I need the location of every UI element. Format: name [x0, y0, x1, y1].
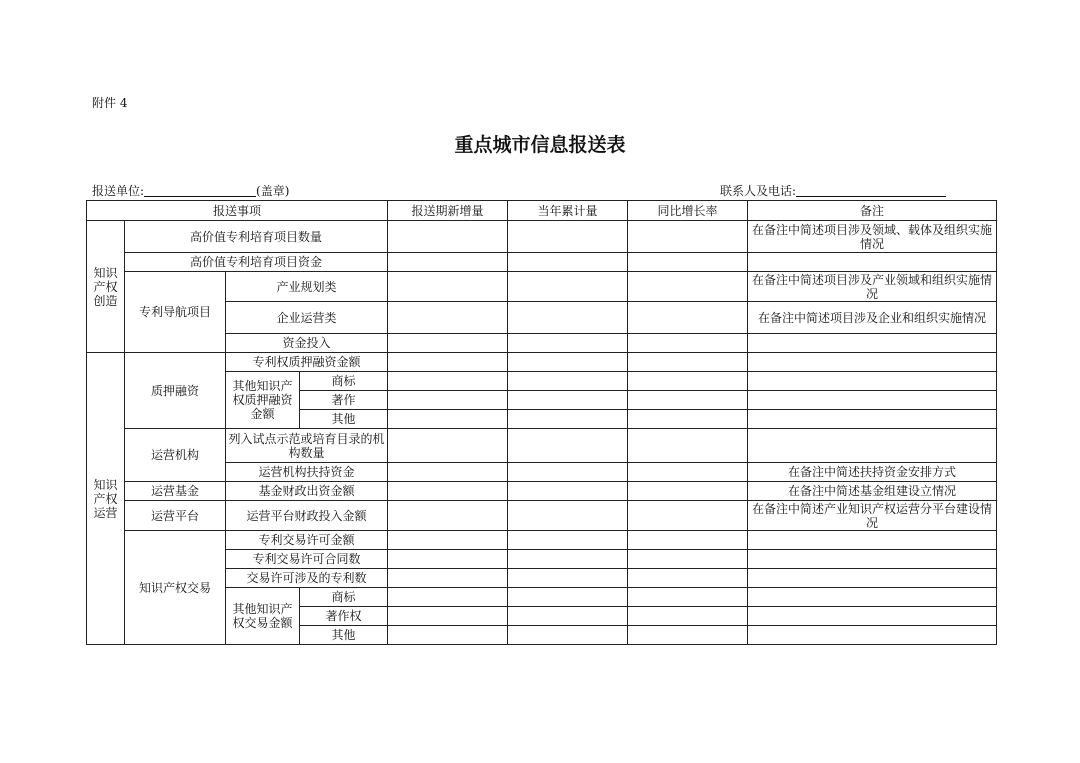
- cell-input[interactable]: [508, 429, 628, 463]
- cell-input[interactable]: [508, 550, 628, 569]
- cell-input[interactable]: [748, 253, 997, 272]
- table-row: [87, 482, 997, 501]
- row-label: 专利交易许可合同数: [226, 550, 388, 569]
- group-label: 运营平台: [125, 501, 226, 531]
- cell-input[interactable]: [628, 372, 748, 391]
- cell-input[interactable]: [508, 253, 628, 272]
- cell-input[interactable]: [748, 410, 997, 429]
- cell-input[interactable]: [748, 391, 997, 410]
- cell-input[interactable]: [628, 626, 748, 645]
- cell-input[interactable]: [388, 550, 508, 569]
- cell-input[interactable]: [628, 221, 748, 253]
- header-remarks: 备注: [748, 201, 997, 221]
- cell-input[interactable]: [388, 607, 508, 626]
- cell-input[interactable]: [628, 391, 748, 410]
- cell-input[interactable]: [388, 253, 508, 272]
- cell-input[interactable]: [628, 253, 748, 272]
- cell-input[interactable]: [628, 302, 748, 334]
- cell-input[interactable]: [388, 429, 508, 463]
- row-label: 运营平台财政投入金额: [226, 501, 388, 531]
- contact-line: [720, 182, 946, 199]
- row-label: 高价值专利培育项目资金: [125, 253, 388, 272]
- cell-input[interactable]: [508, 391, 628, 410]
- cell-input[interactable]: [508, 626, 628, 645]
- cell-input[interactable]: [748, 588, 997, 607]
- table-row: [87, 253, 997, 272]
- cell-input[interactable]: [388, 463, 508, 482]
- row-label: 其他: [300, 410, 388, 429]
- cell-input[interactable]: [628, 501, 748, 531]
- stamp-label: (盖章): [256, 184, 290, 198]
- group-label: 运营机构: [125, 429, 226, 482]
- cell-input[interactable]: [628, 531, 748, 550]
- cell-input[interactable]: [628, 429, 748, 463]
- cell-input[interactable]: [388, 410, 508, 429]
- cell-input[interactable]: [508, 482, 628, 501]
- row-label: 产业规划类: [226, 272, 388, 302]
- row-label: 著作: [300, 391, 388, 410]
- remark-note: 在备注中简述扶持资金安排方式: [748, 463, 997, 482]
- remark-note: 在备注中简述项目涉及企业和组织实施情况: [748, 302, 997, 334]
- group-label: 知识产权交易: [125, 531, 226, 645]
- row-label: 著作权: [300, 607, 388, 626]
- cell-input[interactable]: [508, 588, 628, 607]
- table-row: [87, 353, 997, 372]
- section-creation-label: 知识产权创造: [87, 221, 125, 353]
- header-yoy: 同比增长率: [628, 201, 748, 221]
- row-label: 企业运营类: [226, 302, 388, 334]
- table-row: [87, 221, 997, 253]
- cell-input[interactable]: [628, 607, 748, 626]
- cell-input[interactable]: [388, 391, 508, 410]
- cell-input[interactable]: [508, 501, 628, 531]
- group-label: 专利导航项目: [125, 272, 226, 353]
- cell-input[interactable]: [748, 353, 997, 372]
- report-table: [86, 200, 997, 645]
- cell-input[interactable]: [388, 482, 508, 501]
- cell-input[interactable]: [748, 334, 997, 353]
- cell-input[interactable]: [508, 334, 628, 353]
- row-label: 运营机构扶持资金: [226, 463, 388, 482]
- contact-blank[interactable]: [796, 184, 946, 197]
- attachment-label: 附件 4: [92, 96, 128, 110]
- cell-input[interactable]: [748, 569, 997, 588]
- cell-input[interactable]: [388, 353, 508, 372]
- table-row: [87, 272, 997, 302]
- cell-input[interactable]: [748, 607, 997, 626]
- cell-input[interactable]: [388, 221, 508, 253]
- cell-input[interactable]: [748, 429, 997, 463]
- cell-input[interactable]: [628, 482, 748, 501]
- row-label: 交易许可涉及的专利数: [226, 569, 388, 588]
- row-label: 列入试点示范或培育目录的机构数量: [226, 429, 388, 463]
- cell-input[interactable]: [748, 372, 997, 391]
- cell-input[interactable]: [748, 550, 997, 569]
- cell-input[interactable]: [748, 626, 997, 645]
- cell-input[interactable]: [508, 353, 628, 372]
- reporting-unit-line: [92, 182, 289, 199]
- cell-input[interactable]: [508, 272, 628, 302]
- cell-input[interactable]: [388, 531, 508, 550]
- cell-input[interactable]: [388, 626, 508, 645]
- remark-note: 在备注中简述产业知识产权运营分平台建设情况: [748, 501, 997, 531]
- subgroup-label: 其他知识产权交易金额: [226, 588, 300, 645]
- cell-input[interactable]: [628, 588, 748, 607]
- cell-input[interactable]: [388, 302, 508, 334]
- row-label: 专利权质押融资金额: [226, 353, 388, 372]
- reporting-unit-label: 报送单位:: [92, 184, 145, 198]
- row-label: 资金投入: [226, 334, 388, 353]
- cell-input[interactable]: [508, 569, 628, 588]
- cell-input[interactable]: [628, 463, 748, 482]
- row-label: 商标: [300, 588, 388, 607]
- subgroup-label: 其他知识产权质押融资金额: [226, 372, 300, 429]
- cell-input[interactable]: [508, 531, 628, 550]
- cell-input[interactable]: [628, 410, 748, 429]
- cell-input[interactable]: [388, 372, 508, 391]
- group-label: 运营基金: [125, 482, 226, 501]
- header-row: [87, 201, 997, 221]
- remark-note: 在备注中简述项目涉及产业领域和组织实施情况: [748, 272, 997, 302]
- cell-input[interactable]: [508, 221, 628, 253]
- cell-input[interactable]: [388, 334, 508, 353]
- section-operation-label: 知识产权运营: [87, 353, 125, 645]
- header-new-increase: 报送期新增量: [388, 201, 508, 221]
- cell-input[interactable]: [388, 569, 508, 588]
- form-title: 重点城市信息报送表: [454, 134, 626, 156]
- cell-input[interactable]: [508, 302, 628, 334]
- cell-input[interactable]: [388, 588, 508, 607]
- reporting-unit-blank[interactable]: [144, 184, 256, 197]
- group-label: 质押融资: [125, 353, 226, 429]
- table-row: [87, 501, 997, 531]
- header-item: 报送事项: [87, 201, 388, 221]
- row-label: 高价值专利培育项目数量: [125, 221, 388, 253]
- cell-input[interactable]: [748, 531, 997, 550]
- table-row: [87, 429, 997, 463]
- cell-input[interactable]: [508, 607, 628, 626]
- cell-input[interactable]: [388, 501, 508, 531]
- table-row: [87, 531, 997, 550]
- cell-input[interactable]: [628, 353, 748, 372]
- cell-input[interactable]: [628, 569, 748, 588]
- remark-note: 在备注中简述项目涉及领域、载体及组织实施情况: [748, 221, 997, 253]
- cell-input[interactable]: [628, 334, 748, 353]
- header-cumulative: 当年累计量: [508, 201, 628, 221]
- cell-input[interactable]: [388, 272, 508, 302]
- row-label: 专利交易许可金额: [226, 531, 388, 550]
- contact-label: 联系人及电话:: [720, 184, 797, 198]
- row-label: 其他: [300, 626, 388, 645]
- remark-note: 在备注中简述基金组建设立情况: [748, 482, 997, 501]
- row-label: 商标: [300, 372, 388, 391]
- cell-input[interactable]: [508, 463, 628, 482]
- cell-input[interactable]: [508, 372, 628, 391]
- cell-input[interactable]: [508, 410, 628, 429]
- cell-input[interactable]: [628, 550, 748, 569]
- cell-input[interactable]: [628, 272, 748, 302]
- row-label: 基金财政出资金额: [226, 482, 388, 501]
